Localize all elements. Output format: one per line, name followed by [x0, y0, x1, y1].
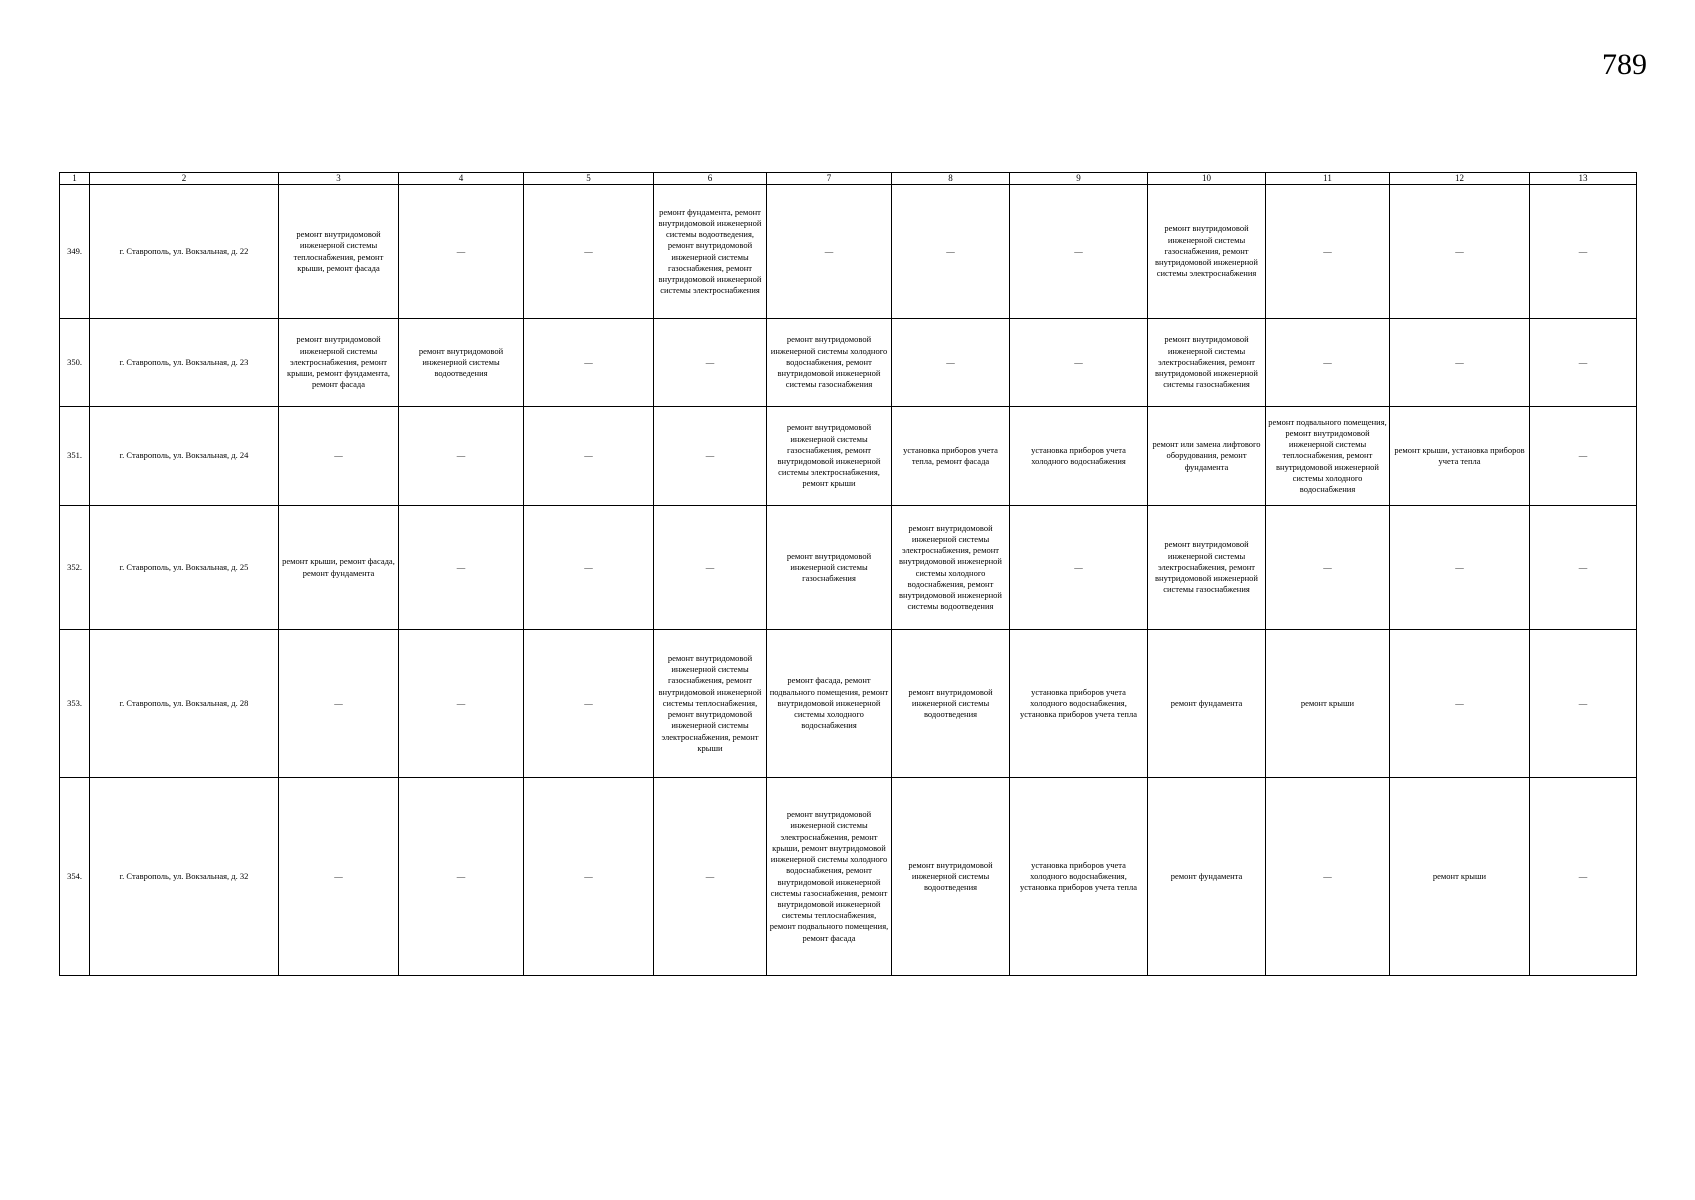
work-type-cell: ремонт внутридомовой инженерной системы электроснабжения, ремонт внутридомовой инженерной системы газоснабжения: [1148, 506, 1266, 630]
table-row: [60, 506, 1637, 630]
empty-dash-cell: —: [524, 319, 654, 407]
row-number: 352.: [60, 506, 90, 630]
column-number: 6: [654, 173, 767, 185]
address-cell: г. Ставрополь, ул. Вокзальная, д. 25: [90, 506, 279, 630]
empty-dash-cell: —: [654, 506, 767, 630]
work-type-cell: ремонт внутридомовой инженерной системы теплоснабжения, ремонт крыши, ремонт фасада: [279, 185, 399, 319]
empty-dash-cell: —: [524, 407, 654, 506]
work-type-cell: ремонт внутридомовой инженерной системы газоснабжения: [767, 506, 892, 630]
empty-dash-cell: —: [399, 630, 524, 778]
table-row: [60, 630, 1637, 778]
work-type-cell: ремонт внутридомовой инженерной системы электроснабжения, ремонт внутридомовой инженерной системы холодного водоснабжения, ремонт внутридомовой инженерной системы водоотведения: [892, 506, 1010, 630]
empty-dash-cell: —: [1530, 319, 1637, 407]
empty-dash-cell: —: [524, 506, 654, 630]
empty-dash-cell: —: [1390, 185, 1530, 319]
table-row: [60, 407, 1637, 506]
column-number: 8: [892, 173, 1010, 185]
column-number: 4: [399, 173, 524, 185]
empty-dash-cell: —: [524, 778, 654, 976]
table-row: [60, 778, 1637, 976]
work-type-cell: ремонт внутридомовой инженерной системы газоснабжения, ремонт внутридомовой инженерной системы теплоснабжения, ремонт внутридомовой инженерной системы электроснабжения, ремонт крыши: [654, 630, 767, 778]
column-number: 1: [60, 173, 90, 185]
address-cell: г. Ставрополь, ул. Вокзальная, д. 28: [90, 630, 279, 778]
row-number: 354.: [60, 778, 90, 976]
empty-dash-cell: —: [654, 319, 767, 407]
work-type-cell: ремонт внутридомовой инженерной системы электроснабжения, ремонт внутридомовой инженерной системы газоснабжения: [1148, 319, 1266, 407]
empty-dash-cell: —: [1390, 630, 1530, 778]
column-number: 12: [1390, 173, 1530, 185]
empty-dash-cell: —: [279, 630, 399, 778]
empty-dash-cell: —: [1266, 506, 1390, 630]
work-type-cell: установка приборов учета холодного водоснабжения: [1010, 407, 1148, 506]
page-number: 789: [1602, 48, 1647, 81]
empty-dash-cell: —: [1530, 778, 1637, 976]
empty-dash-cell: —: [399, 506, 524, 630]
address-cell: г. Ставрополь, ул. Вокзальная, д. 32: [90, 778, 279, 976]
work-type-cell: ремонт крыши: [1266, 630, 1390, 778]
empty-dash-cell: —: [892, 319, 1010, 407]
empty-dash-cell: —: [279, 407, 399, 506]
work-type-cell: ремонт фасада, ремонт подвального помещения, ремонт внутридомовой инженерной системы холодного водоснабжения: [767, 630, 892, 778]
row-number: 349.: [60, 185, 90, 319]
column-number: 3: [279, 173, 399, 185]
work-type-cell: ремонт внутридомовой инженерной системы водоотведения: [399, 319, 524, 407]
column-number: 13: [1530, 173, 1637, 185]
work-type-cell: ремонт фундамента: [1148, 778, 1266, 976]
work-type-cell: ремонт внутридомовой инженерной системы холодного водоснабжения, ремонт внутридомовой инженерной системы газоснабжения: [767, 319, 892, 407]
column-number: 9: [1010, 173, 1148, 185]
work-type-cell: ремонт крыши: [1390, 778, 1530, 976]
empty-dash-cell: —: [1010, 185, 1148, 319]
empty-dash-cell: —: [1390, 319, 1530, 407]
work-type-cell: ремонт крыши, ремонт фасада, ремонт фундамента: [279, 506, 399, 630]
address-cell: г. Ставрополь, ул. Вокзальная, д. 23: [90, 319, 279, 407]
address-cell: г. Ставрополь, ул. Вокзальная, д. 22: [90, 185, 279, 319]
empty-dash-cell: —: [399, 778, 524, 976]
empty-dash-cell: —: [399, 407, 524, 506]
empty-dash-cell: —: [399, 185, 524, 319]
row-number: 350.: [60, 319, 90, 407]
work-type-cell: ремонт внутридомовой инженерной системы электроснабжения, ремонт крыши, ремонт внутридомовой инженерной системы холодного водоснабжения, ремонт внутридомовой инженерной системы газоснабжения, ремонт внутридомовой инженерной системы теплоснабжения, ремонт подвального помещения, ремонт фасада: [767, 778, 892, 976]
work-type-cell: ремонт подвального помещения, ремонт внутридомовой инженерной системы теплоснабжения, ремонт внутридомовой инженерной системы холодного водоснабжения: [1266, 407, 1390, 506]
empty-dash-cell: —: [279, 778, 399, 976]
address-cell: г. Ставрополь, ул. Вокзальная, д. 24: [90, 407, 279, 506]
work-type-cell: ремонт крыши, установка приборов учета тепла: [1390, 407, 1530, 506]
work-type-cell: ремонт фундамента: [1148, 630, 1266, 778]
empty-dash-cell: —: [524, 630, 654, 778]
empty-dash-cell: —: [1530, 506, 1637, 630]
empty-dash-cell: —: [892, 185, 1010, 319]
work-type-cell: ремонт внутридомовой инженерной системы газоснабжения, ремонт внутридомовой инженерной системы электроснабжения: [1148, 185, 1266, 319]
column-number: 7: [767, 173, 892, 185]
column-number: 2: [90, 173, 279, 185]
work-type-cell: установка приборов учета холодного водоснабжения, установка приборов учета тепла: [1010, 630, 1148, 778]
empty-dash-cell: —: [524, 185, 654, 319]
table-row: [60, 319, 1637, 407]
empty-dash-cell: —: [654, 778, 767, 976]
work-type-cell: установка приборов учета холодного водоснабжения, установка приборов учета тепла: [1010, 778, 1148, 976]
work-type-cell: ремонт внутридомовой инженерной системы водоотведения: [892, 630, 1010, 778]
work-type-cell: ремонт внутридомовой инженерной системы газоснабжения, ремонт внутридомовой инженерной системы электроснабжения, ремонт крыши: [767, 407, 892, 506]
column-number: 11: [1266, 173, 1390, 185]
empty-dash-cell: —: [1530, 185, 1637, 319]
column-number-row: [60, 173, 1637, 185]
work-type-cell: ремонт фундамента, ремонт внутридомовой инженерной системы водоотведения, ремонт внутридомовой инженерной системы газоснабжения, ремонт внутридомовой инженерной системы электроснабжения: [654, 185, 767, 319]
empty-dash-cell: —: [1010, 319, 1148, 407]
column-number: 5: [524, 173, 654, 185]
work-type-cell: ремонт или замена лифтового оборудования, ремонт фундамента: [1148, 407, 1266, 506]
empty-dash-cell: —: [1266, 319, 1390, 407]
table-row: [60, 185, 1637, 319]
empty-dash-cell: —: [1530, 630, 1637, 778]
column-number: 10: [1148, 173, 1266, 185]
work-type-cell: установка приборов учета тепла, ремонт фасада: [892, 407, 1010, 506]
empty-dash-cell: —: [1010, 506, 1148, 630]
work-type-cell: ремонт внутридомовой инженерной системы электроснабжения, ремонт крыши, ремонт фундамента, ремонт фасада: [279, 319, 399, 407]
empty-dash-cell: —: [1390, 506, 1530, 630]
empty-dash-cell: —: [767, 185, 892, 319]
row-number: 351.: [60, 407, 90, 506]
empty-dash-cell: —: [1266, 778, 1390, 976]
empty-dash-cell: —: [654, 407, 767, 506]
empty-dash-cell: —: [1266, 185, 1390, 319]
repair-schedule-table: [59, 172, 1637, 976]
work-type-cell: ремонт внутридомовой инженерной системы водоотведения: [892, 778, 1010, 976]
empty-dash-cell: —: [1530, 407, 1637, 506]
row-number: 353.: [60, 630, 90, 778]
